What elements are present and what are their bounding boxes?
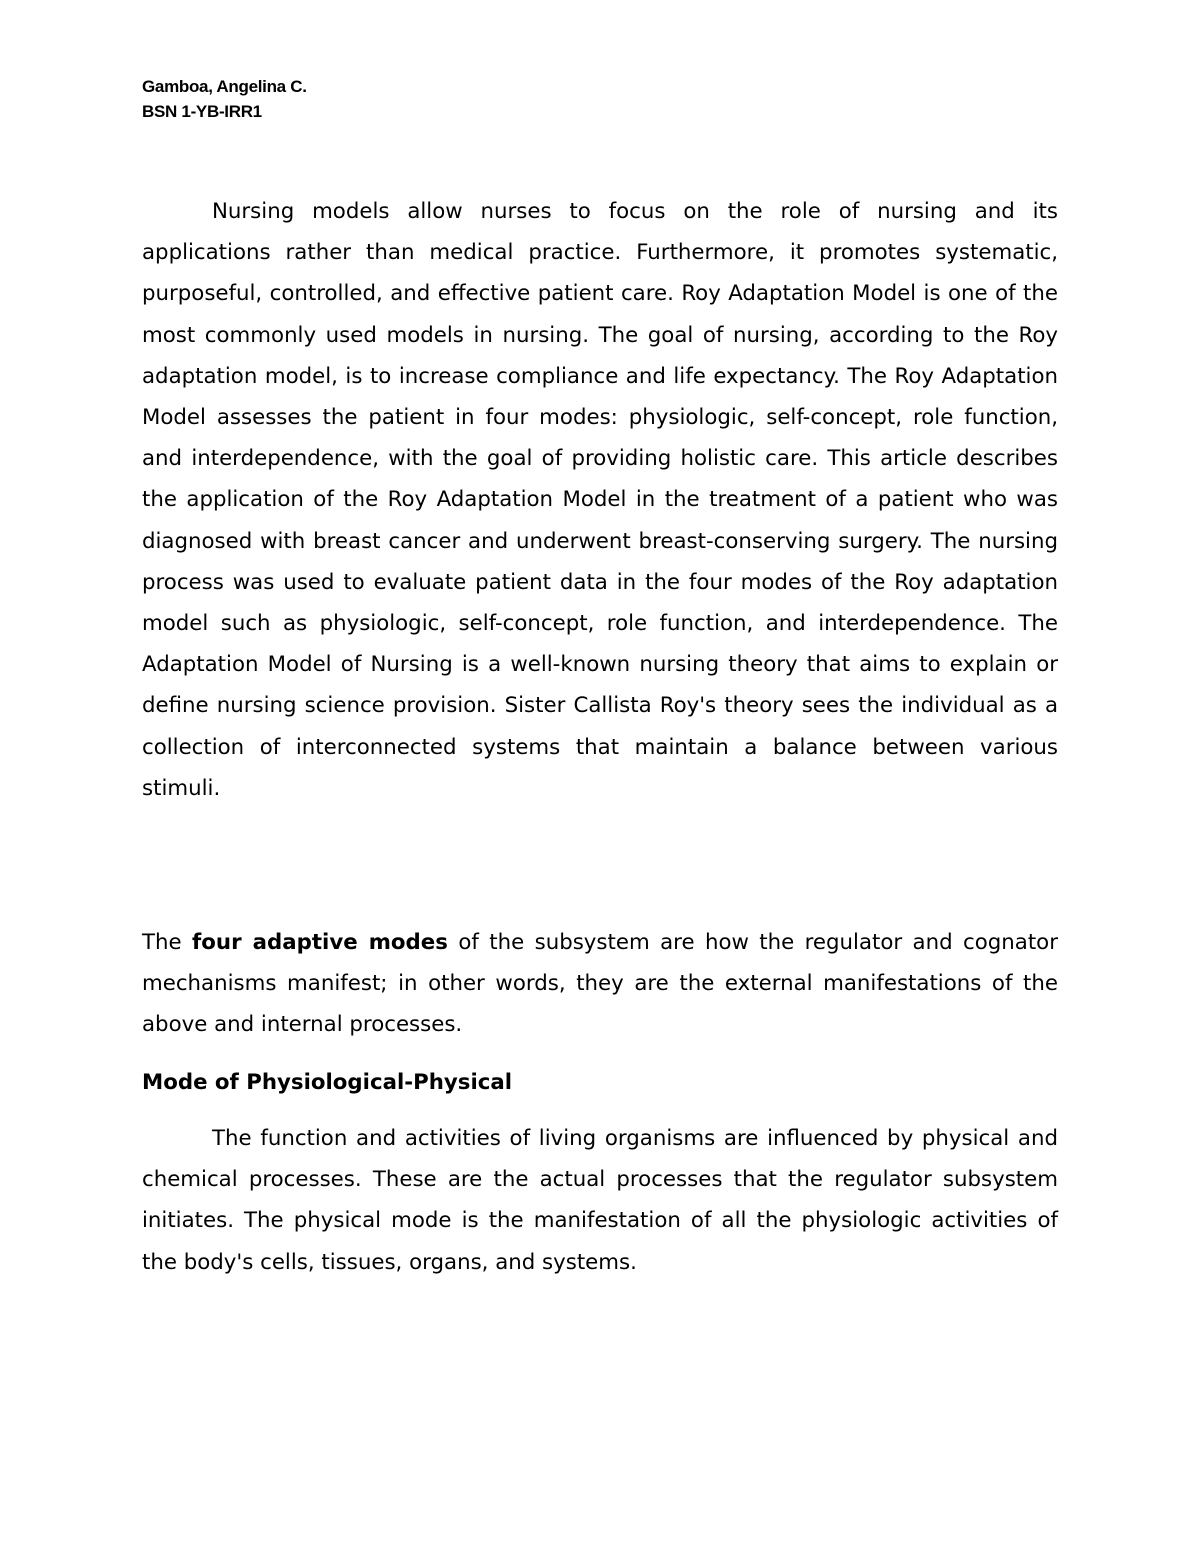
author-block — [142, 74, 307, 124]
adaptive-modes-paragraph — [142, 922, 1058, 1046]
author-section: BSN 1-YB-IRR1 — [142, 102, 262, 121]
adaptive-modes-lead: The — [142, 930, 182, 955]
adaptive-modes-rest: of the subsystem are how the regulator and cognator mechanisms manifest; in other words, they are the external manifestations of the above and internal processes. — [142, 930, 1058, 1038]
adaptive-modes-emphasis: four adaptive modes — [192, 930, 448, 955]
physiological-mode-paragraph: The function and activities of living organisms are influenced by physical and chemical processes. These are the actual processes that the regulator subsystem initiates. The physical mode is the manifestation of all the physiologic activities of the body's cells, tissues, organs, and systems. — [142, 1126, 1058, 1275]
author-name: Gamboa, Angelina C. — [142, 77, 307, 96]
physiological-mode-heading: Mode of Physiological-Physical — [142, 1070, 513, 1095]
intro-paragraph: Nursing models allow nurses to focus on the role of nursing and its applications rather than medical practice. Furthermore, it promotes systematic, purposeful, controlled, and effective patient care. Roy Adaptation Model is one of the most commonly used models in nursing. The goal of nursing, according to the Roy adaptation model, is to increase compliance and life expectancy. The Roy Adaptation Model assesses the patient in four modes: physiologic, self-concept, role function, and interdependence, with the goal of providing holistic care. This article describes the application of the Roy Adaptation Model in the treatment of a patient who was diagnosed with breast cancer and underwent breast-conserving surgery. The nursing process was used to evaluate patient data in the four modes of the Roy adaptation model such as physiologic, self-concept, role function, and interdependence. The Adaptation Model of Nursing is a well-known nursing theory that aims to explain or define nursing science provision. Sister Callista Roy's theory sees the individual as a collection of interconnected systems that maintain a balance between various stimuli. — [142, 199, 1058, 801]
